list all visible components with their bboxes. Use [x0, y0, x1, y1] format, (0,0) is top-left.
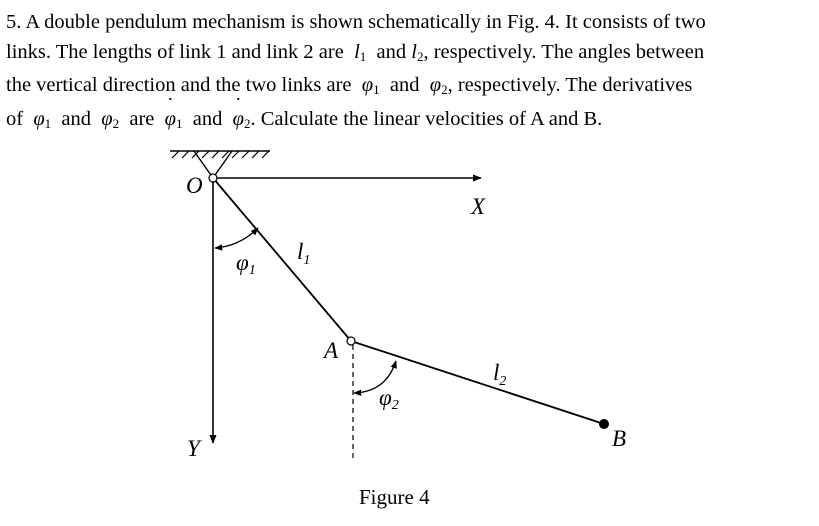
symbol-phi2: $\varphi_2$ — [429, 74, 448, 97]
label-l2: $l_2$ — [493, 360, 507, 389]
symbol-l2: $l_2$ — [411, 40, 424, 64]
problem-line-4: of $\varphi_1$ and $\varphi_2$ are φ $˙_1$ and φ $˙_2$. Calculate the linear velocities of A and B. — [6, 105, 806, 139]
label-phi1: φ1 — [236, 250, 256, 278]
label-o: O — [186, 173, 203, 198]
symbol-phi1: $\varphi_1$ — [361, 74, 380, 97]
link-2 — [351, 341, 604, 424]
label-y: Y — [187, 436, 200, 461]
symbol-l1: $l_1$ — [354, 40, 367, 64]
problem-line-3: the vertical direction and the two links are $\varphi_1$ and $\varphi_2$, respectively. The derivatives — [6, 74, 693, 97]
symbol-phi2-dot: φ $˙_2$ — [233, 108, 251, 130]
symbol-phi1-dot: φ $˙_1$ — [165, 108, 183, 130]
label-l1: $l_1$ — [297, 239, 311, 268]
problem-number: 5. — [6, 11, 22, 33]
label-phi2: φ2 — [379, 385, 399, 413]
ground-support — [170, 151, 270, 178]
label-a: A — [324, 338, 339, 363]
symbol-phi1-b: $\varphi_1$ — [33, 107, 52, 131]
figure-caption: Figure 4 — [359, 485, 430, 509]
link-1 — [213, 178, 351, 341]
symbol-phi2-b: $\varphi_2$ — [101, 107, 120, 131]
phi1-angle-arc — [215, 228, 258, 248]
problem-line-1: 5. A double pendulum mechanism is shown schematically in Fig. 4. It consists of two — [6, 11, 706, 33]
problem-line-2: links. The lengths of link 1 and link 2 are $l_1$ and $l_2$, respectively. The angles between — [6, 40, 705, 64]
joint-o — [209, 174, 217, 182]
label-x: X — [471, 194, 486, 219]
point-b — [599, 419, 609, 429]
label-b: B — [612, 426, 627, 451]
joint-a — [347, 337, 355, 345]
